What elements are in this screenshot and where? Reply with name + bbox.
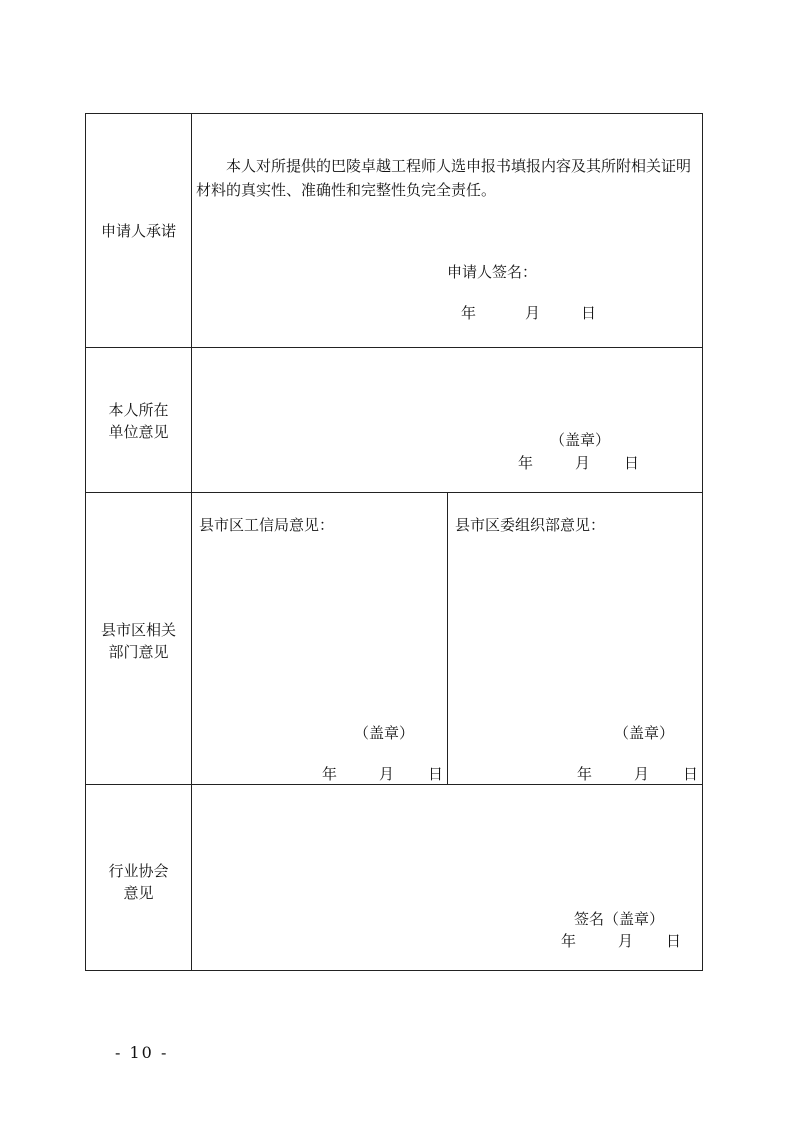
row-divider-3 bbox=[86, 784, 702, 785]
organization-dept-opinion-title: 县市区委组织部意见： bbox=[455, 516, 606, 534]
applicant-signature-label: 申请人签名： bbox=[447, 263, 538, 281]
date-year: 年 bbox=[561, 932, 577, 950]
industry-bureau-opinion-title: 县市区工信局意见： bbox=[199, 516, 335, 534]
date-day: 日 bbox=[428, 765, 444, 783]
date-year: 年 bbox=[461, 304, 477, 322]
page-number: - 10 - bbox=[115, 1043, 169, 1062]
date-month: 月 bbox=[525, 304, 541, 322]
date-year: 年 bbox=[577, 765, 593, 783]
opinion-form-table bbox=[85, 113, 703, 971]
industry-association-label-line1: 行业协会 bbox=[108, 862, 169, 880]
industry-association-label-line2: 意见 bbox=[123, 884, 154, 902]
applicant-commitment-label: 申请人承诺 bbox=[100, 222, 176, 240]
organization-dept-seal-label: （盖章） bbox=[614, 724, 675, 742]
commitment-text: 本人对所提供的巴陵卓越工程师人选申报书填报内容及其所附相关证明材料的真实性、准确性和完整性负完全责任。 bbox=[196, 157, 692, 199]
date-day: 日 bbox=[581, 304, 597, 322]
dept-split-divider bbox=[447, 492, 448, 784]
row-divider-2 bbox=[86, 492, 702, 493]
date-month: 月 bbox=[618, 932, 634, 950]
date-month: 月 bbox=[379, 765, 395, 783]
industry-association-sign-seal-label: 签名（盖章） bbox=[574, 910, 665, 928]
employer-opinion-label-line2: 单位意见 bbox=[108, 423, 169, 441]
county-departments-label-line1: 县市区相关 bbox=[100, 621, 176, 639]
date-year: 年 bbox=[518, 454, 534, 472]
date-day: 日 bbox=[624, 454, 640, 472]
date-day: 日 bbox=[683, 765, 699, 783]
employer-opinion-label-line1: 本人所在 bbox=[108, 401, 169, 419]
industry-bureau-seal-label: （盖章） bbox=[354, 724, 415, 742]
date-day: 日 bbox=[666, 932, 682, 950]
date-month: 月 bbox=[634, 765, 650, 783]
employer-seal-label: （盖章） bbox=[550, 431, 611, 449]
date-month: 月 bbox=[575, 454, 591, 472]
row-divider-1 bbox=[86, 347, 702, 348]
county-departments-label-line2: 部门意见 bbox=[108, 643, 169, 661]
date-year: 年 bbox=[322, 765, 338, 783]
label-column-divider bbox=[191, 114, 192, 970]
